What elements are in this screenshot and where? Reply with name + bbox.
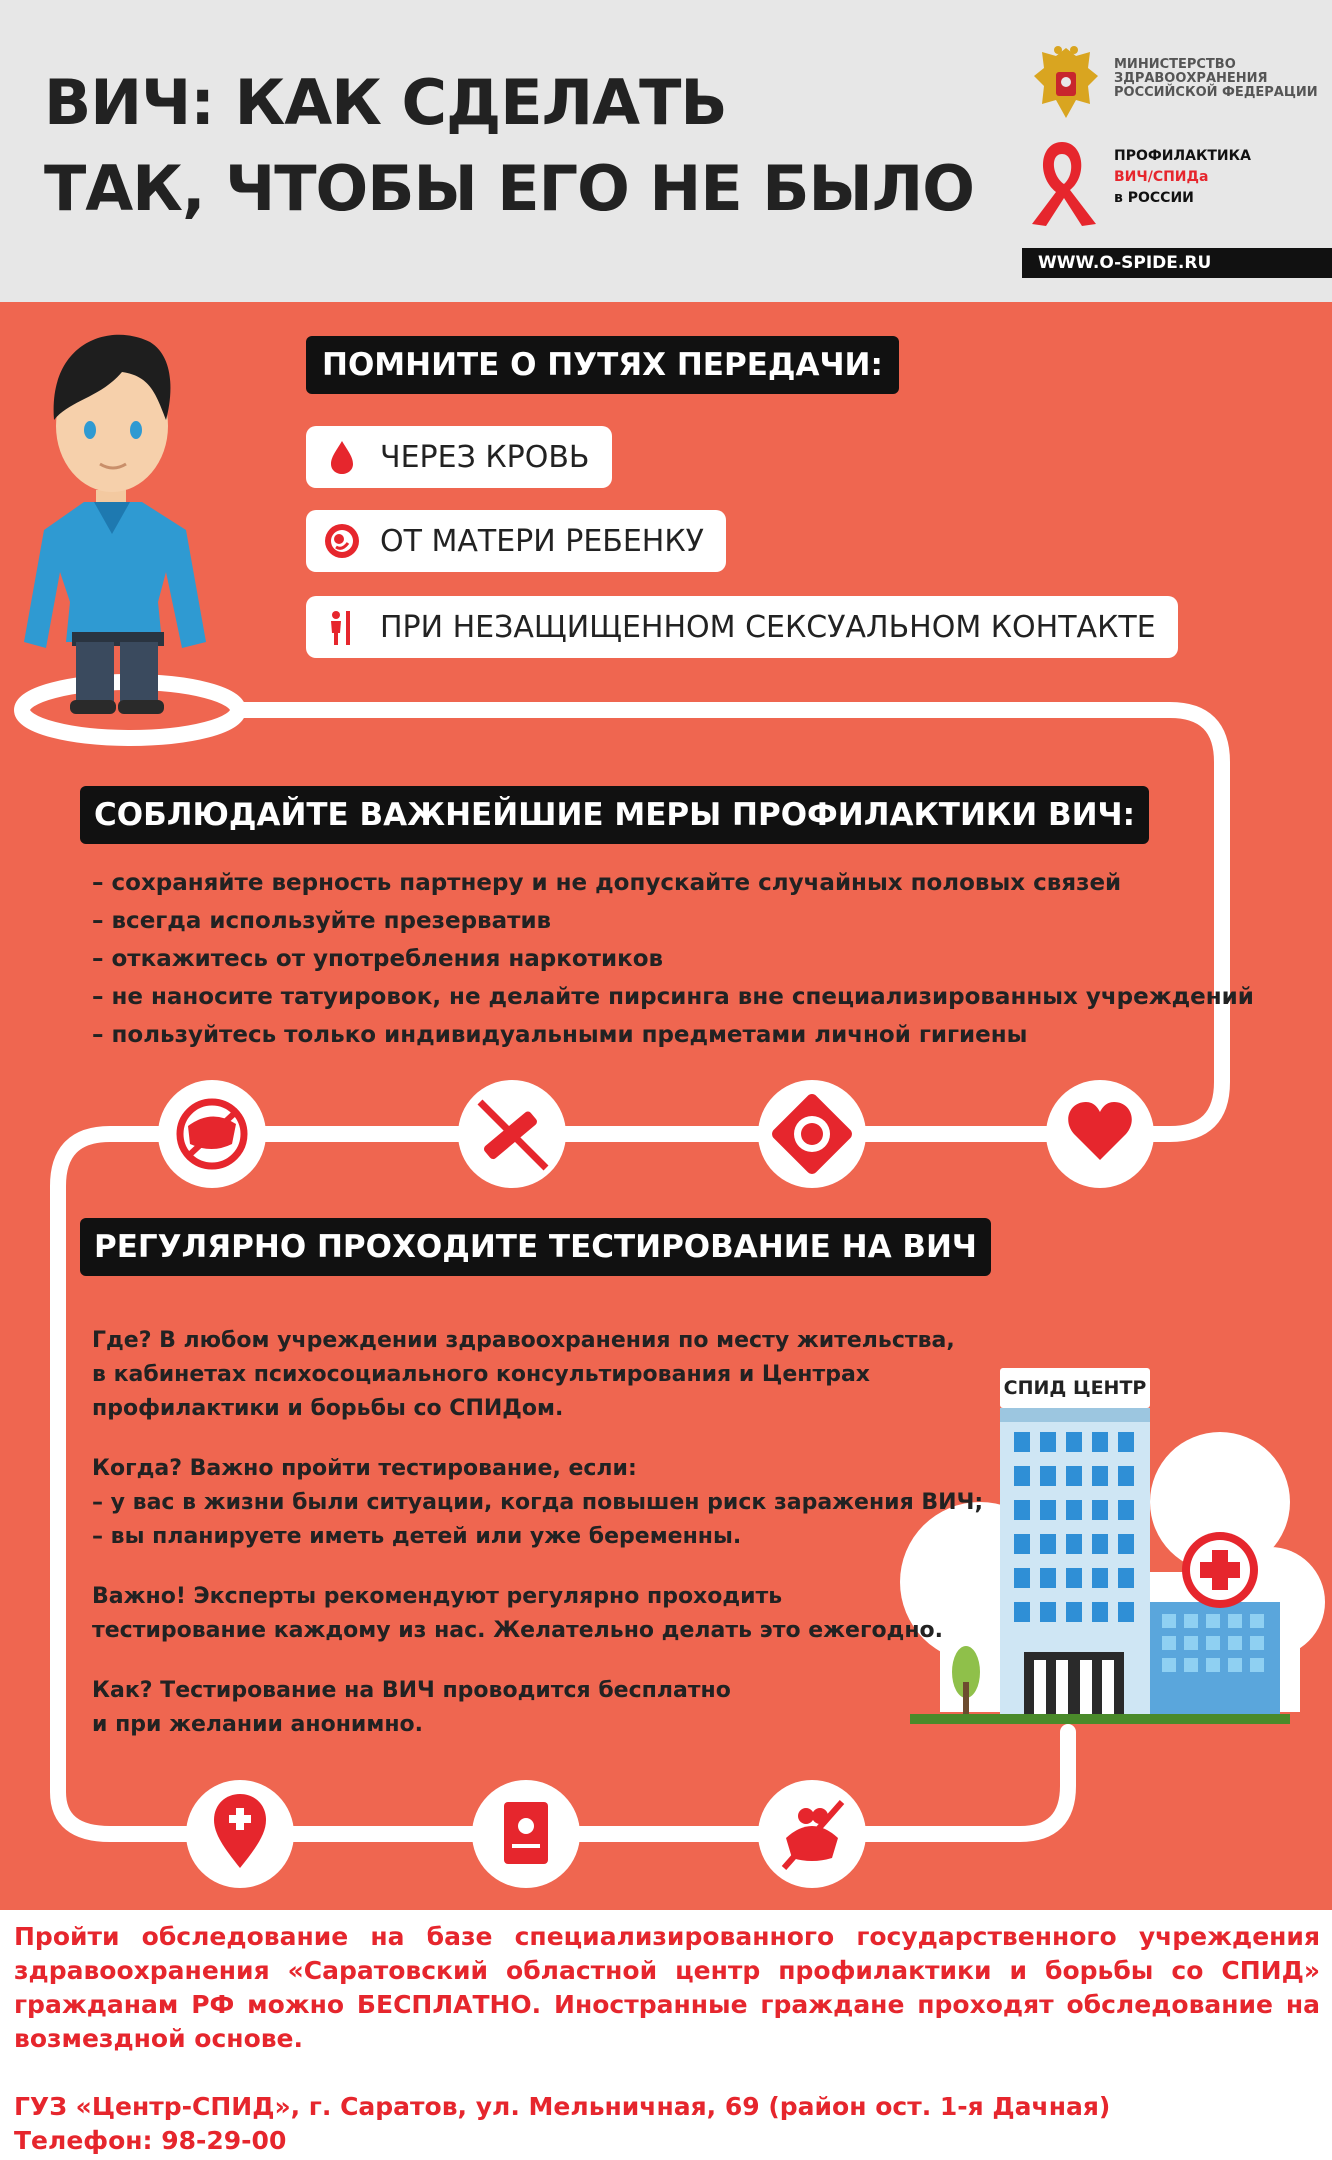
contact-block <box>14 2090 1320 2158</box>
text-line: – вы планируете иметь детей или уже беременны. <box>92 1524 742 1549</box>
aids-center-sign: СПИД ЦЕНТР <box>1000 1368 1150 1408</box>
list-item: – пользуйтесь только индивидуальными предметами личной гигиены <box>92 1022 1028 1048</box>
program-label <box>1114 146 1251 209</box>
text-line: Когда? Важно пройти тестирование, если: <box>92 1456 637 1481</box>
prevention-list <box>92 864 1254 1054</box>
ministry-line: РОССИЙСКОЙ ФЕДЕРАЦИИ <box>1114 85 1318 100</box>
text-line: профилактики и борьбы со СПИДом. <box>92 1396 564 1421</box>
website-link[interactable]: WWW.O-SPIDE.RU <box>1022 248 1332 278</box>
prevention-heading: СОБЛЮДАЙТЕ ВАЖНЕЙШИЕ МЕРЫ ПРОФИЛАКТИКИ ВИЧ: <box>80 786 1149 844</box>
ministry-line: ЗДРАВООХРАНЕНИЯ <box>1114 71 1268 86</box>
program-line3: в РОССИИ <box>1114 190 1194 206</box>
text-line: в кабинетах психосоциального консультирования и Центрах <box>92 1362 870 1387</box>
transmission-item-label: ОТ МАТЕРИ РЕБЕНКУ <box>380 523 704 559</box>
transmission-item-label: ЧЕРЕЗ КРОВЬ <box>380 439 590 475</box>
list-item: – всегда используйте презерватив <box>92 908 552 934</box>
testing-text <box>92 1298 992 1768</box>
transmission-item <box>306 426 612 488</box>
list-item: – не наносите татуировок, не делайте пирсинга вне специализированных учреждений <box>92 984 1254 1010</box>
coat-of-arms-icon <box>1030 42 1102 124</box>
red-ribbon-icon <box>1022 136 1102 228</box>
footer <box>14 1920 1320 2158</box>
page-title-line2: ТАК, ЧТОБЫ ЕГО НЕ БЫЛО <box>44 152 974 225</box>
infographic-panel <box>0 302 1332 1910</box>
phone[interactable]: Телефон: 98-29-00 <box>14 2126 287 2155</box>
testing-heading: РЕГУЛЯРНО ПРОХОДИТЕ ТЕСТИРОВАНИЕ НА ВИЧ <box>80 1218 991 1276</box>
text-line: тестирование каждому из нас. Желательно делать это ежегодно. <box>92 1618 943 1643</box>
text-line: и при желании анонимно. <box>92 1712 423 1737</box>
ministry-line: МИНИСТЕРСТВО <box>1114 57 1236 72</box>
program-line1: ПРОФИЛАКТИКА <box>1114 148 1251 164</box>
transmission-item-label: ПРИ НЕЗАЩИЩЕННОМ СЕКСУАЛЬНОМ КОНТАКТЕ <box>380 609 1156 645</box>
man-character <box>24 335 206 714</box>
couple-icon <box>322 607 362 647</box>
list-item: – сохраняйте верность партнеру и не допускайте случайных половых связей <box>92 870 1122 896</box>
transmission-item <box>306 510 726 572</box>
address: ГУЗ «Центр-СПИД», г. Саратов, ул. Мельничная, 69 (район ост. 1-я Дачная) <box>14 2092 1111 2121</box>
page-title-line1: ВИЧ: КАК СДЕЛАТЬ <box>44 66 727 139</box>
text-line: – у вас в жизни были ситуации, когда повышен риск заражения ВИЧ; <box>92 1490 984 1515</box>
program-line2: ВИЧ/СПИДа <box>1114 169 1209 185</box>
text-line: Как? Тестирование на ВИЧ проводится бесплатно <box>92 1678 731 1703</box>
blood-drop-icon <box>322 437 362 477</box>
ministry-label <box>1114 58 1329 100</box>
list-item: – откажитесь от употребления наркотиков <box>92 946 664 972</box>
footer-paragraph: Пройти обследование на базе специализированного государственного учреждения здравоохранения «Саратовский областной центр профилактики и борьбы со СПИД» гражданам РФ можно БЕСПЛАТНО. Иностранные граждане проходят обследование на возмездной основе. <box>14 1922 1320 2053</box>
testing-icons <box>186 1780 866 1888</box>
text-line: Важно! Эксперты рекомендуют регулярно проходить <box>92 1584 783 1609</box>
transmission-item <box>306 596 1178 658</box>
mother-child-icon <box>322 521 362 561</box>
transmission-heading: ПОМНИТЕ О ПУТЯХ ПЕРЕДАЧИ: <box>306 336 899 394</box>
text-line: Где? В любом учреждении здравоохранения по месту жительства, <box>92 1328 955 1353</box>
